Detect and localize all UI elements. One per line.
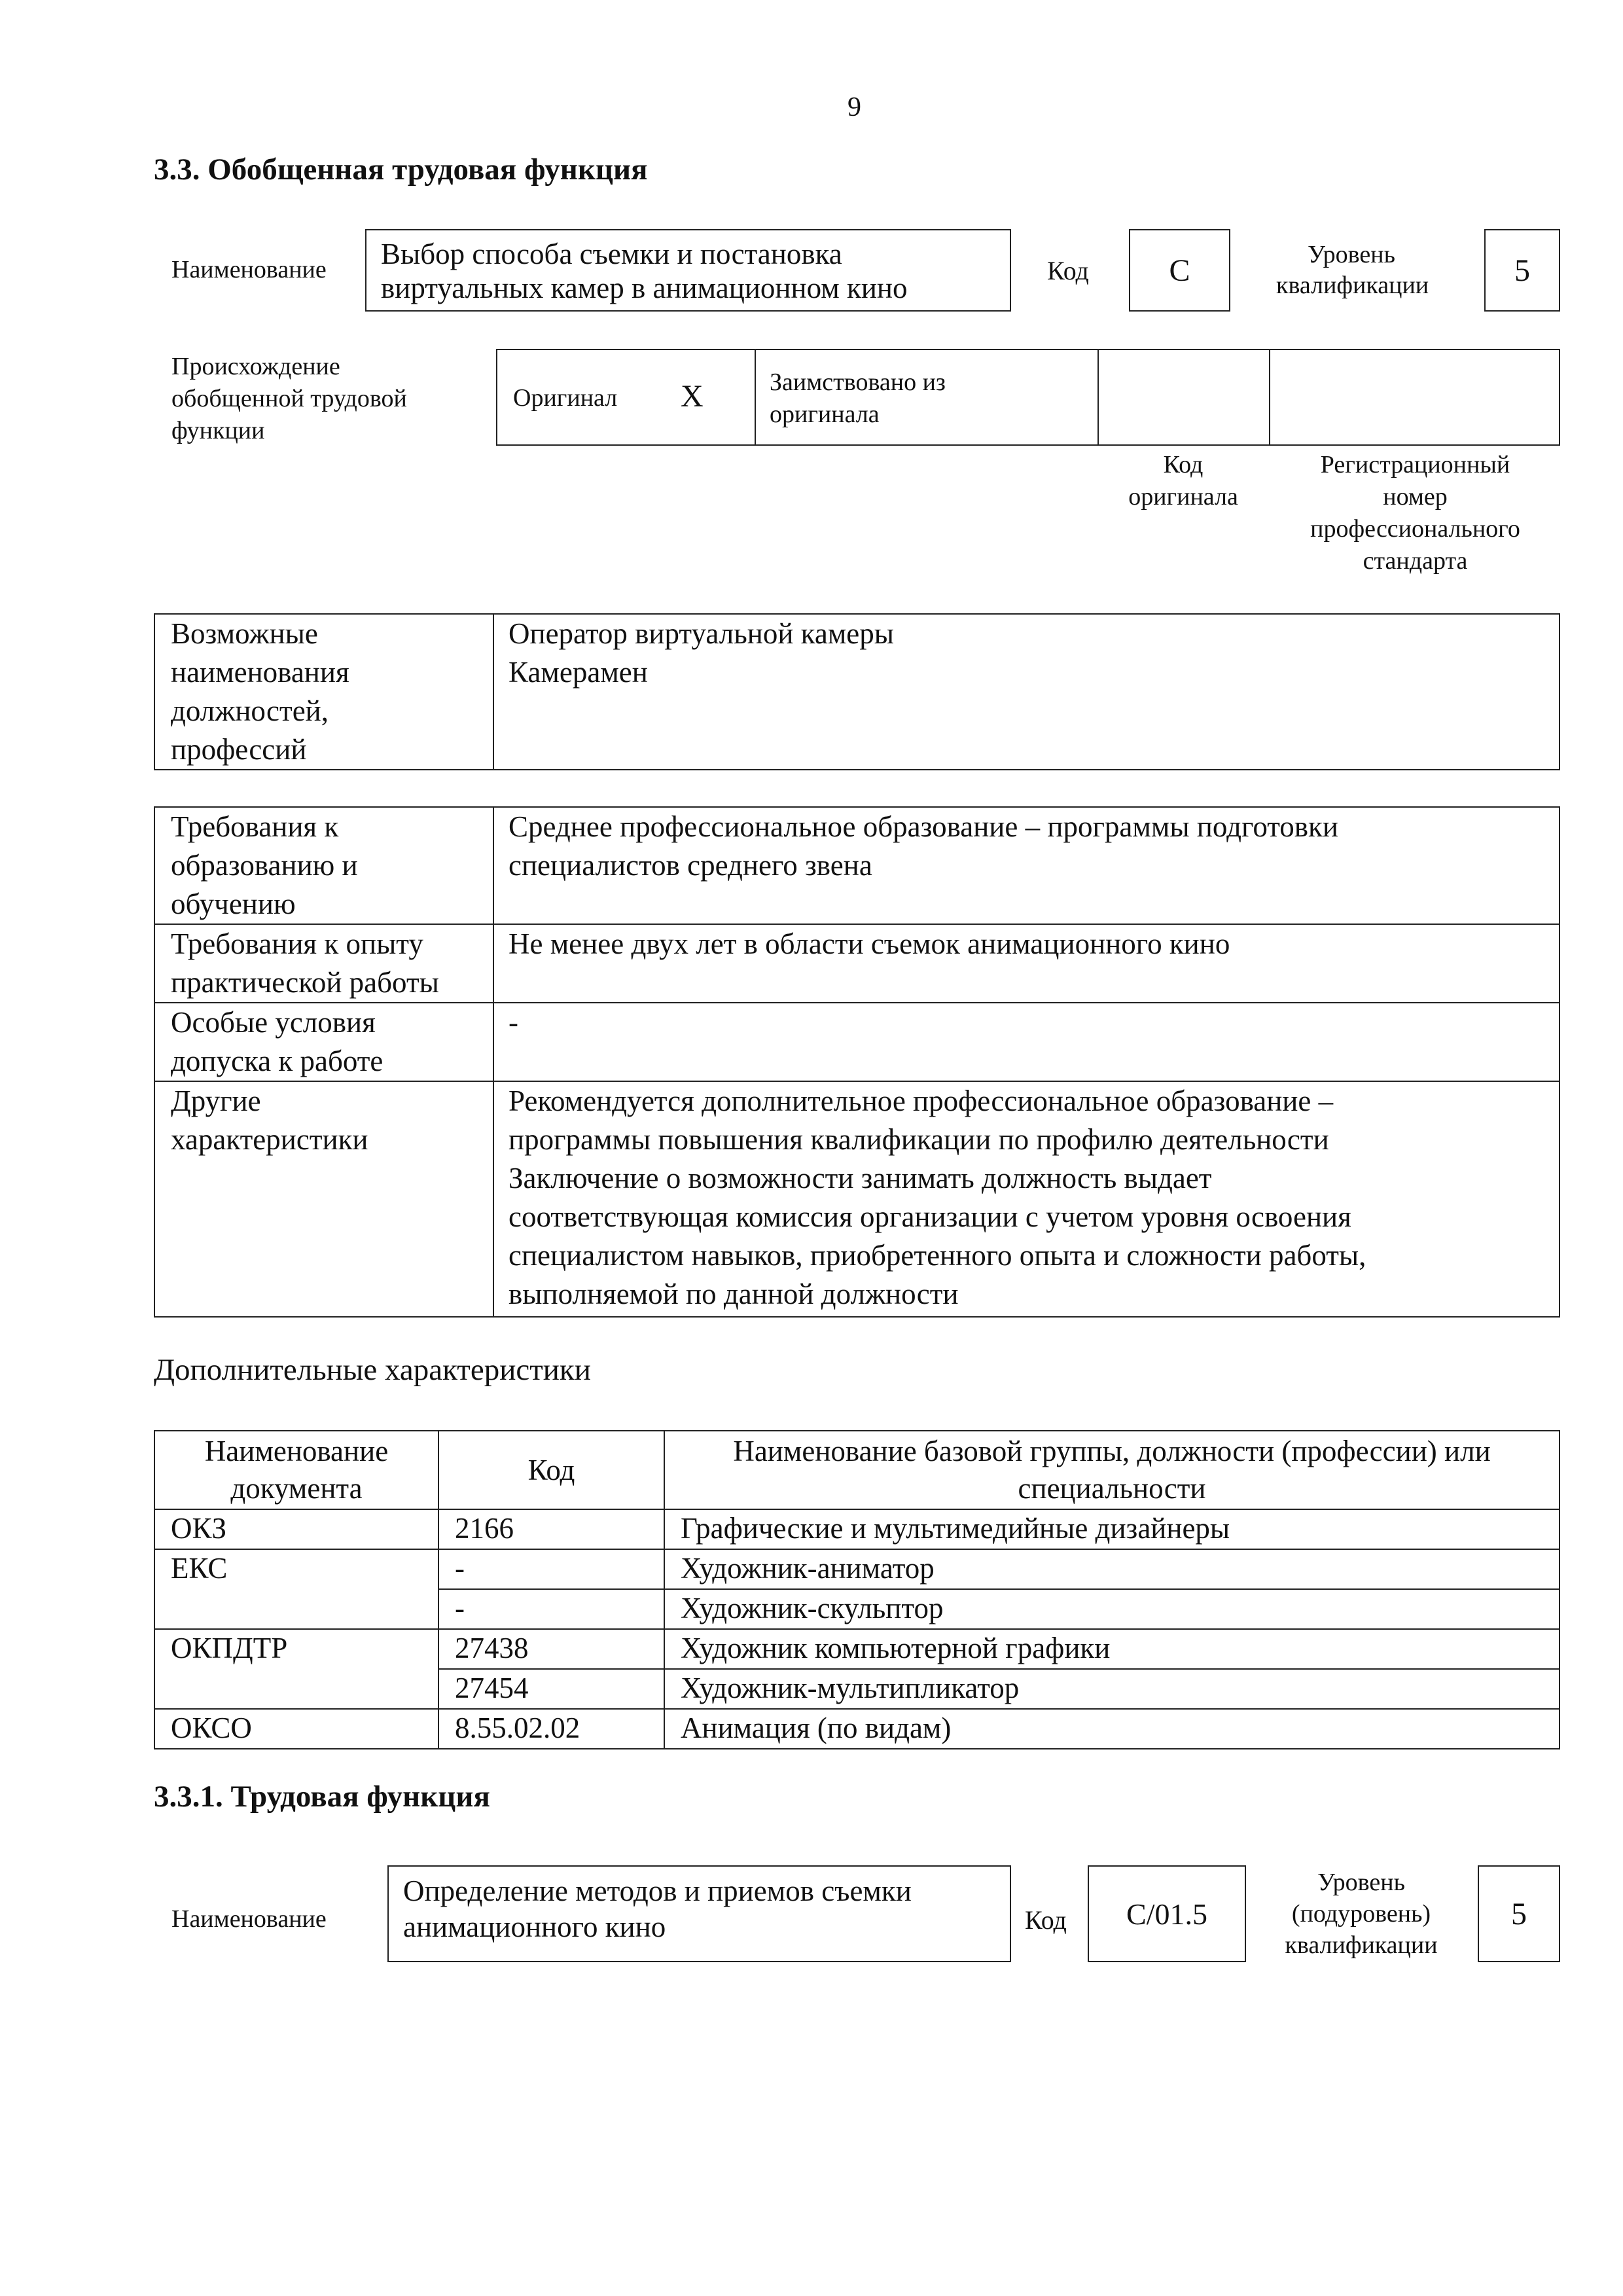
cell-code: 8.55.02.02: [438, 1709, 664, 1749]
gtf-name-line: виртуальных камер в анимационном кино: [381, 272, 908, 304]
gtf-code-label: Код: [1047, 256, 1089, 285]
requirement-value: [493, 807, 1560, 924]
gtf-name-box: [365, 229, 1011, 312]
positions-label-line: Возможные: [171, 617, 318, 650]
tf-name-label: Наименование: [171, 1905, 327, 1933]
positions-value-line: Оператор виртуальной камеры: [508, 617, 894, 650]
origin-reg-caption-line: профессионального: [1310, 515, 1520, 543]
requirement-label-line: Другие: [171, 1085, 261, 1117]
gtf-level-label: [1276, 240, 1427, 301]
positions-table: [154, 613, 1560, 770]
tf-code-box: [1088, 1865, 1246, 1962]
cell-name: Художник-скульптор: [664, 1589, 1560, 1629]
col-doc-header-line: документа: [230, 1472, 363, 1505]
cell-name: Художник-мультипликатор: [664, 1669, 1560, 1709]
cell-code: -: [438, 1589, 664, 1629]
additional-table: [154, 1430, 1560, 1749]
col-name-header: [664, 1431, 1560, 1509]
requirement-row: [154, 1081, 1560, 1317]
origin-borrowed-line: Заимствовано из: [770, 368, 946, 396]
origin-code-caption-line: оригинала: [1128, 483, 1238, 511]
table-row: [154, 1549, 1560, 1589]
section-heading-gtf: 3.3. Обобщенная трудовая функция: [154, 152, 648, 187]
gtf-level-label-line: Уровень: [1308, 241, 1395, 268]
col-name-header-line: специальности: [1018, 1472, 1206, 1505]
origin-reg-caption-line: Регистрационный: [1320, 451, 1510, 478]
tf-name-box: [387, 1865, 1011, 1962]
requirement-label-line: Особые условия: [171, 1006, 376, 1039]
page-number: 9: [847, 92, 861, 122]
gtf-name-line: Выбор способа съемки и постановка: [381, 238, 842, 270]
tf-name-line: анимационного кино: [403, 1910, 666, 1943]
gtf-level-label-line: квалификации: [1276, 272, 1429, 299]
table-row: [154, 1509, 1560, 1549]
cell-code: 2166: [438, 1509, 664, 1549]
origin-label-line: Происхождение: [171, 353, 340, 380]
requirement-value-line: соответствующая комиссия организации с учетом уровня освоения: [508, 1200, 1351, 1233]
origin-label: [171, 351, 407, 447]
gtf-name-label: Наименование: [171, 256, 327, 283]
requirement-value: [493, 924, 1560, 1003]
gtf-code-box: [1129, 229, 1230, 312]
positions-value-line: Камерамен: [508, 656, 648, 689]
origin-code-caption: [1099, 449, 1267, 513]
requirement-value: [493, 1081, 1560, 1317]
requirement-row: [154, 924, 1560, 1003]
origin-label-line: обобщенной трудовой: [171, 385, 407, 412]
positions-value: [493, 614, 1560, 770]
requirement-value-line: Не менее двух лет в области съемок анимационного кино: [508, 927, 1230, 960]
cell-name: Графические и мультимедийные дизайнеры: [664, 1509, 1560, 1549]
tf-code-label: Код: [1025, 1905, 1067, 1935]
origin-reg-caption-line: номер: [1383, 483, 1448, 511]
col-name-header-line: Наименование базовой группы, должности (профессии) или: [733, 1435, 1491, 1467]
requirements-table: [154, 806, 1560, 1318]
requirement-label: [154, 807, 493, 924]
requirement-value: [493, 1003, 1560, 1081]
requirement-label-line: обучению: [171, 888, 296, 920]
gtf-code-value: С: [1169, 253, 1190, 288]
requirement-label: [154, 1003, 493, 1081]
requirement-label-line: допуска к работе: [171, 1045, 383, 1077]
table-row: [154, 1629, 1560, 1669]
requirement-row: [154, 807, 1560, 924]
tf-level-label-line: (подуровень): [1291, 1900, 1431, 1928]
section-heading-tf: 3.3.1. Трудовая функция: [154, 1780, 490, 1814]
tf-level-box: [1478, 1865, 1560, 1962]
requirement-value-line: Заключение о возможности занимать должность выдает: [508, 1162, 1212, 1194]
origin-label-line: функции: [171, 417, 265, 444]
positions-label: [154, 614, 493, 770]
additional-heading: Дополнительные характеристики: [154, 1353, 591, 1387]
cell-doc: ОКЗ: [154, 1509, 438, 1549]
cell-code: 27438: [438, 1629, 664, 1669]
tf-code-value: С/01.5: [1126, 1897, 1207, 1931]
cell-name: Анимация (по видам): [664, 1709, 1560, 1749]
requirement-row: [154, 1003, 1560, 1081]
tf-level-label: [1263, 1867, 1459, 1961]
gtf-level-value: 5: [1514, 253, 1530, 288]
cell-code: 27454: [438, 1669, 664, 1709]
cell-doc: ОКСО: [154, 1709, 438, 1749]
origin-reg-caption-line: стандарта: [1363, 547, 1468, 575]
cell-doc: ЕКС: [154, 1549, 438, 1629]
col-doc-header-line: Наименование: [204, 1435, 389, 1467]
origin-borrowed-line: оригинала: [770, 401, 880, 428]
cell-code: -: [438, 1549, 664, 1589]
origin-original-mark: Х: [681, 379, 704, 414]
requirement-value-line: программы повышения квалификации по профилю деятельности: [508, 1123, 1329, 1156]
requirement-label-line: образованию и: [171, 849, 358, 882]
tf-level-label-line: квалификации: [1285, 1931, 1438, 1959]
positions-label-line: профессий: [171, 733, 307, 766]
positions-label-line: должностей,: [171, 694, 329, 727]
tf-level-label-line: Уровень: [1317, 1869, 1405, 1896]
requirement-value-line: выполняемой по данной должности: [508, 1278, 959, 1310]
origin-borrowed-label: [770, 367, 946, 431]
requirement-value-line: Среднее профессиональное образование – программы подготовки: [508, 810, 1338, 843]
requirement-label-line: характеристики: [171, 1123, 368, 1156]
requirement-label-line: практической работы: [171, 966, 439, 999]
requirement-value-line: специалистов среднего звена: [508, 849, 872, 882]
additional-header-row: [154, 1431, 1560, 1509]
origin-original-label: Оригинал: [513, 384, 618, 412]
cell-doc: ОКПДТР: [154, 1629, 438, 1709]
requirement-label-line: Требования к опыту: [171, 927, 423, 960]
origin-box: [496, 349, 1560, 446]
table-row: [154, 1709, 1560, 1749]
tf-level-value: 5: [1511, 1896, 1527, 1931]
requirement-value-line: -: [508, 1006, 518, 1039]
col-code-header: Код: [438, 1431, 664, 1509]
tf-name-line: Определение методов и приемов съемки: [403, 1874, 912, 1907]
requirement-label-line: Требования к: [171, 810, 339, 843]
origin-reg-caption: [1270, 449, 1560, 577]
gtf-level-box: [1484, 229, 1560, 312]
cell-name: Художник компьютерной графики: [664, 1629, 1560, 1669]
positions-label-line: наименования: [171, 656, 349, 689]
cell-name: Художник-аниматор: [664, 1549, 1560, 1589]
requirement-label: [154, 1081, 493, 1317]
requirement-value-line: специалистом навыков, приобретенного опыта и сложности работы,: [508, 1239, 1366, 1272]
col-doc-header: [154, 1431, 438, 1509]
origin-code-caption-line: Код: [1163, 451, 1204, 478]
requirement-label: [154, 924, 493, 1003]
requirement-value-line: Рекомендуется дополнительное профессиональное образование –: [508, 1085, 1334, 1117]
